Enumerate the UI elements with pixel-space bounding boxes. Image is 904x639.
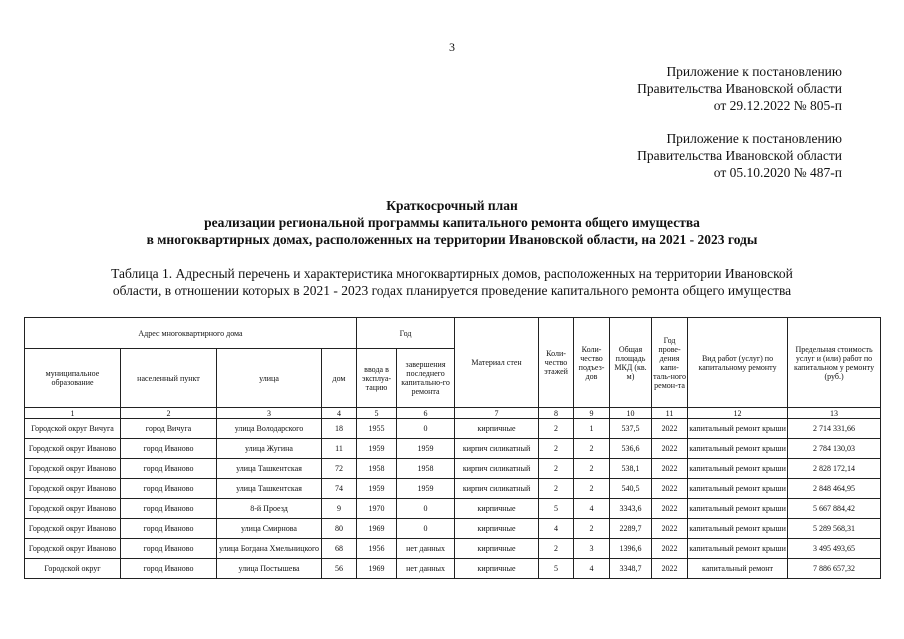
cell-floors: 2 bbox=[539, 479, 574, 499]
cell-house: 56 bbox=[322, 559, 357, 579]
cell-municipality: Городской округ Иваново bbox=[25, 499, 121, 519]
cell-street: улица Постышева bbox=[217, 559, 322, 579]
cell-municipality: Городской округ Иваново bbox=[25, 459, 121, 479]
cell-street: улица Смирнова bbox=[217, 519, 322, 539]
cell-repair-year: 2022 bbox=[652, 539, 688, 559]
cell-work: капитальный ремонт крыши bbox=[688, 479, 788, 499]
appendix-line: Правительства Ивановской области bbox=[637, 81, 842, 96]
cell-entrances: 1 bbox=[574, 419, 610, 439]
appendix-note-1 bbox=[637, 63, 842, 114]
table-row bbox=[25, 459, 881, 479]
appendix-line: от 05.10.2020 № 487-п bbox=[713, 165, 842, 180]
header-wall-material: Материал стен bbox=[455, 318, 539, 408]
cell-floors: 4 bbox=[539, 519, 574, 539]
cell-last-repair: нет данных bbox=[397, 559, 455, 579]
column-number: 11 bbox=[652, 408, 688, 419]
table-row bbox=[25, 419, 881, 439]
column-number: 13 bbox=[788, 408, 881, 419]
cell-settlement: город Иваново bbox=[121, 479, 217, 499]
page-number: 3 bbox=[449, 40, 455, 54]
cell-house: 72 bbox=[322, 459, 357, 479]
cell-house: 74 bbox=[322, 479, 357, 499]
cell-entrances: 3 bbox=[574, 539, 610, 559]
cell-house: 11 bbox=[322, 439, 357, 459]
cell-commissioning: 1956 bbox=[357, 539, 397, 559]
cell-settlement: город Иваново bbox=[121, 519, 217, 539]
cell-work: капитальный ремонт крыши bbox=[688, 459, 788, 479]
cell-commissioning: 1970 bbox=[357, 499, 397, 519]
cell-work: капитальный ремонт крыши bbox=[688, 419, 788, 439]
column-number: 10 bbox=[610, 408, 652, 419]
cell-entrances: 2 bbox=[574, 439, 610, 459]
cell-material: кирпичные bbox=[455, 539, 539, 559]
cell-cost: 3 495 493,65 bbox=[788, 539, 881, 559]
column-number: 1 bbox=[25, 408, 121, 419]
cell-house: 18 bbox=[322, 419, 357, 439]
cell-settlement: город Иваново bbox=[121, 539, 217, 559]
cell-work: капитальный ремонт крыши bbox=[688, 499, 788, 519]
table-row bbox=[25, 479, 881, 499]
cell-material: кирпич силикатный bbox=[455, 459, 539, 479]
cell-work: капитальный ремонт крыши bbox=[688, 539, 788, 559]
cell-cost: 2 714 331,66 bbox=[788, 419, 881, 439]
cell-last-repair: нет данных bbox=[397, 539, 455, 559]
cell-settlement: город Вичуга bbox=[121, 419, 217, 439]
column-number: 4 bbox=[322, 408, 357, 419]
column-number: 5 bbox=[357, 408, 397, 419]
cell-work: капитальный ремонт bbox=[688, 559, 788, 579]
cell-area: 537,5 bbox=[610, 419, 652, 439]
cell-house: 9 bbox=[322, 499, 357, 519]
appendix-line: Приложение к постановлению bbox=[666, 131, 842, 146]
cell-area: 2289,7 bbox=[610, 519, 652, 539]
cell-floors: 2 bbox=[539, 459, 574, 479]
cell-repair-year: 2022 bbox=[652, 479, 688, 499]
cell-material: кирпичные bbox=[455, 499, 539, 519]
cell-material: кирпичные bbox=[455, 419, 539, 439]
cell-street: улица Жугина bbox=[217, 439, 322, 459]
cell-street: улица Ташкентская bbox=[217, 459, 322, 479]
cell-material: кирпич силикатный bbox=[455, 439, 539, 459]
header-settlement: населенный пункт bbox=[121, 349, 217, 408]
cell-municipality: Городской округ Иваново bbox=[25, 519, 121, 539]
table-caption-line: области, в отношении которых в 2021 - 2023 годах планируется проведение капитального ремонта общего имущества bbox=[112, 283, 792, 298]
header-year-group: Год bbox=[357, 318, 455, 349]
cell-street: улица Володарского bbox=[217, 419, 322, 439]
cell-last-repair: 1958 bbox=[397, 459, 455, 479]
cell-municipality: Городской округ Иваново bbox=[25, 539, 121, 559]
cell-cost: 5 667 884,42 bbox=[788, 499, 881, 519]
column-number: 8 bbox=[539, 408, 574, 419]
cell-cost: 2 828 172,14 bbox=[788, 459, 881, 479]
header-work-type: Вид работ (услуг) по капитальному ремонту bbox=[688, 318, 788, 408]
cell-settlement: город Иваново bbox=[121, 499, 217, 519]
cell-repair-year: 2022 bbox=[652, 419, 688, 439]
cell-street: улица Ташкентская bbox=[217, 479, 322, 499]
header-max-cost: Предельная стоимость услуг и (или) работ по капитальном у ремонту (руб.) bbox=[788, 318, 881, 408]
table-row bbox=[25, 439, 881, 459]
cell-last-repair: 0 bbox=[397, 499, 455, 519]
cell-commissioning: 1955 bbox=[357, 419, 397, 439]
header-row-top bbox=[25, 318, 881, 349]
cell-municipality: Городской округ Вичуга bbox=[25, 419, 121, 439]
header-municipality: муниципальное образование bbox=[25, 349, 121, 408]
cell-repair-year: 2022 bbox=[652, 439, 688, 459]
plan-title-line: в многоквартирных домах, расположенных на территории Ивановской области, на 2021 - 2023 годы bbox=[146, 232, 758, 247]
cell-municipality: Городской округ Иваново bbox=[25, 439, 121, 459]
cell-area: 3348,7 bbox=[610, 559, 652, 579]
column-number-row bbox=[25, 408, 881, 419]
cell-repair-year: 2022 bbox=[652, 499, 688, 519]
cell-cost: 2 784 130,03 bbox=[788, 439, 881, 459]
cell-last-repair: 1959 bbox=[397, 439, 455, 459]
cell-area: 540,5 bbox=[610, 479, 652, 499]
cell-floors: 2 bbox=[539, 419, 574, 439]
header-address-group: Адрес многоквартирного дома bbox=[25, 318, 357, 349]
cell-floors: 5 bbox=[539, 559, 574, 579]
header-entrances: Коли-чество подъез-дов bbox=[574, 318, 610, 408]
cell-last-repair: 1959 bbox=[397, 479, 455, 499]
cell-last-repair: 0 bbox=[397, 519, 455, 539]
cell-commissioning: 1959 bbox=[357, 439, 397, 459]
cell-floors: 2 bbox=[539, 539, 574, 559]
houses-table bbox=[24, 317, 881, 579]
table-row bbox=[25, 539, 881, 559]
cell-settlement: город Иваново bbox=[121, 439, 217, 459]
cell-work: капитальный ремонт крыши bbox=[688, 439, 788, 459]
cell-last-repair: 0 bbox=[397, 419, 455, 439]
cell-repair-year: 2022 bbox=[652, 559, 688, 579]
cell-area: 3343,6 bbox=[610, 499, 652, 519]
cell-commissioning: 1959 bbox=[357, 479, 397, 499]
header-floors: Коли-чество этажей bbox=[539, 318, 574, 408]
table-row bbox=[25, 499, 881, 519]
header-area: Общая площадь МКД (кв. м) bbox=[610, 318, 652, 408]
plan-title-line: реализации региональной программы капитального ремонта общего имущества bbox=[204, 215, 700, 230]
cell-area: 538,1 bbox=[610, 459, 652, 479]
cell-entrances: 2 bbox=[574, 519, 610, 539]
header-street: улица bbox=[217, 349, 322, 408]
cell-cost: 7 886 657,32 bbox=[788, 559, 881, 579]
cell-cost: 2 848 464,95 bbox=[788, 479, 881, 499]
cell-material: кирпич силикатный bbox=[455, 479, 539, 499]
header-repair-year: Год прове-дения капи-таль-ного ремон-та bbox=[652, 318, 688, 408]
cell-municipality: Городской округ bbox=[25, 559, 121, 579]
header-house: дом bbox=[322, 349, 357, 408]
cell-commissioning: 1969 bbox=[357, 559, 397, 579]
cell-cost: 5 289 568,31 bbox=[788, 519, 881, 539]
appendix-line: Приложение к постановлению bbox=[666, 64, 842, 79]
header-commissioning: ввода в эксплуа-тацию bbox=[357, 349, 397, 408]
cell-street: 8-й Проезд bbox=[217, 499, 322, 519]
column-number: 12 bbox=[688, 408, 788, 419]
cell-material: кирпичные bbox=[455, 519, 539, 539]
column-number: 6 bbox=[397, 408, 455, 419]
appendix-note-2 bbox=[637, 130, 842, 181]
cell-settlement: город Иваново bbox=[121, 559, 217, 579]
cell-work: капитальный ремонт крыши bbox=[688, 519, 788, 539]
cell-repair-year: 2022 bbox=[652, 519, 688, 539]
cell-area: 1396,6 bbox=[610, 539, 652, 559]
cell-repair-year: 2022 bbox=[652, 459, 688, 479]
cell-street: улица Богдана Хмельницкого bbox=[217, 539, 322, 559]
cell-settlement: город Иваново bbox=[121, 459, 217, 479]
cell-commissioning: 1969 bbox=[357, 519, 397, 539]
cell-municipality: Городской округ Иваново bbox=[25, 479, 121, 499]
cell-entrances: 4 bbox=[574, 499, 610, 519]
header-last-repair: завершения последнего капитально-го ремонта bbox=[397, 349, 455, 408]
cell-material: кирпичные bbox=[455, 559, 539, 579]
cell-entrances: 2 bbox=[574, 479, 610, 499]
cell-house: 68 bbox=[322, 539, 357, 559]
table-row bbox=[25, 559, 881, 579]
table-caption-line: Таблица 1. Адресный перечень и характеристика многоквартирных домов, расположенных на территории Ивановской bbox=[111, 266, 793, 281]
cell-commissioning: 1958 bbox=[357, 459, 397, 479]
cell-floors: 2 bbox=[539, 439, 574, 459]
column-number: 2 bbox=[121, 408, 217, 419]
plan-title bbox=[0, 197, 904, 248]
column-number: 7 bbox=[455, 408, 539, 419]
column-number: 3 bbox=[217, 408, 322, 419]
cell-entrances: 2 bbox=[574, 459, 610, 479]
cell-area: 536,6 bbox=[610, 439, 652, 459]
table-caption bbox=[30, 265, 874, 299]
column-number: 9 bbox=[574, 408, 610, 419]
cell-floors: 5 bbox=[539, 499, 574, 519]
cell-entrances: 4 bbox=[574, 559, 610, 579]
table-row bbox=[25, 519, 881, 539]
plan-title-line: Краткосрочный план bbox=[386, 198, 518, 213]
appendix-line: от 29.12.2022 № 805-п bbox=[713, 98, 842, 113]
appendix-line: Правительства Ивановской области bbox=[637, 148, 842, 163]
cell-house: 80 bbox=[322, 519, 357, 539]
